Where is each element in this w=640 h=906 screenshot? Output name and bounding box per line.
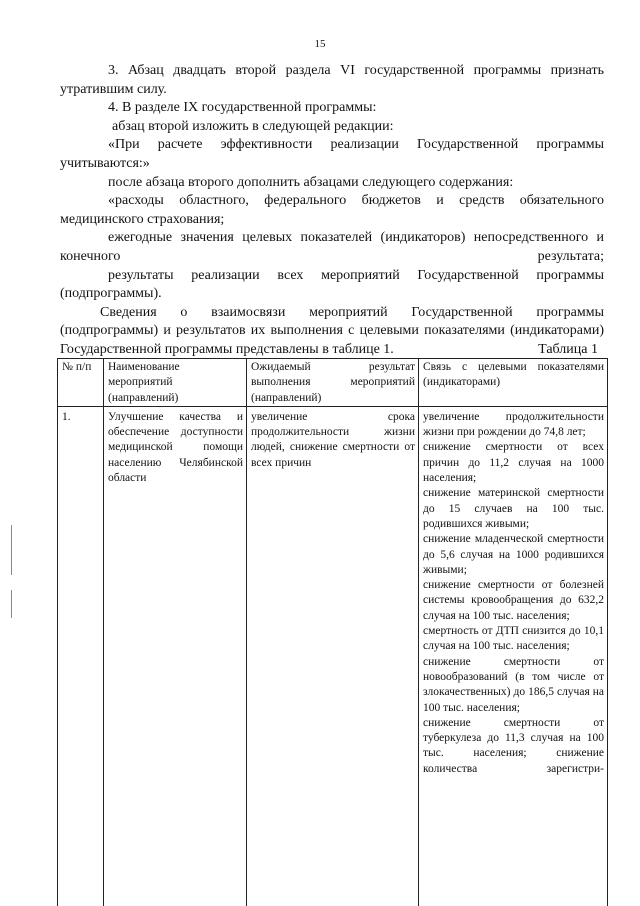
paragraph: ежегодные значения целевых показателей (индикаторов) непосредственного и конечного результата; bbox=[60, 230, 604, 264]
table-caption: Таблица 1 bbox=[538, 342, 598, 357]
paragraph: результаты реализации всех мероприятий Государственной программы (подпрограммы). bbox=[60, 267, 604, 302]
paragraph: абзац второй изложить в следующей редакции: bbox=[112, 118, 394, 134]
column-header-measures: Наименование мероприятий (направлений) bbox=[104, 359, 247, 407]
table-row bbox=[58, 406, 608, 906]
column-header-number: № п/п bbox=[58, 359, 104, 407]
scan-margin-mark bbox=[11, 525, 12, 575]
paragraph: 4. В разделе IX государственной программы: bbox=[108, 100, 377, 116]
indicator-line: снижение смертности от болезней системы кровообращения до 632,2 случая на 100 тыс. населения; bbox=[423, 579, 604, 622]
column-header-expected-result: Ожидаемый результат выполнения мероприятий (направлений) bbox=[247, 359, 419, 407]
indicator-line: смертность от ДТП снизится до 10,1 случая на 100 тыс. населения; bbox=[423, 625, 604, 653]
row-number: 1. bbox=[58, 406, 104, 906]
target-indicators bbox=[419, 406, 608, 906]
paragraph: после абзаца второго дополнить абзацами следующего содержания: bbox=[108, 174, 514, 190]
indicator-line: снижение материнской смертности до 15 случаев на 100 тыс. родившихся живыми; bbox=[423, 487, 604, 530]
column-header-target-indicators: Связь с целевыми показателями (индикаторами) bbox=[419, 359, 608, 407]
indicator-line: снижение смертности от новообразований (в том числе от злокачественных) до 186,5 случая на 100 тыс. населения; bbox=[423, 655, 604, 714]
paragraph: «расходы областного, федерального бюджетов и средств обязательного медицинского страхования; bbox=[60, 193, 604, 227]
expected-result: увеличение срока продолжительности жизни людей, снижение смертности от всех причин bbox=[247, 406, 419, 906]
paragraph: 3. Абзац двадцать второй раздела VI государственной программы признать утратившим силу. bbox=[60, 63, 604, 97]
indicator-line: снижение смертности от туберкулеза до 11,3 случая на 100 тыс. населения; снижение количества зарегистри- bbox=[423, 716, 604, 775]
table-header-row bbox=[58, 359, 608, 407]
paragraph: «При расчете эффективности реализации Государственной программы учитываются:» bbox=[60, 137, 604, 171]
measures-table bbox=[57, 358, 608, 906]
indicator-line: снижение смертности от всех причин до 11,2 случая на 1000 населения; bbox=[423, 441, 604, 485]
indicator-line: увеличение продолжительности жизни при рождении до 74,8 лет; bbox=[423, 410, 604, 439]
indicator-line: снижение младенческой смертности до 5,6 случая на 1000 родившихся живыми; bbox=[423, 533, 604, 576]
paragraph: Сведения о взаимосвязи мероприятий Государственной программы (подпрограммы) и результатов их выполнения с целевыми показателями (индикаторами) Государственной программы представлены в таблице 1. bbox=[60, 304, 604, 357]
body-text bbox=[60, 62, 604, 360]
page-number: 15 bbox=[314, 38, 326, 50]
scan-margin-mark bbox=[11, 590, 12, 618]
measure-name: Улучшение качества и обеспечение доступности медицинской помощи населению Челябинской области bbox=[104, 406, 247, 906]
